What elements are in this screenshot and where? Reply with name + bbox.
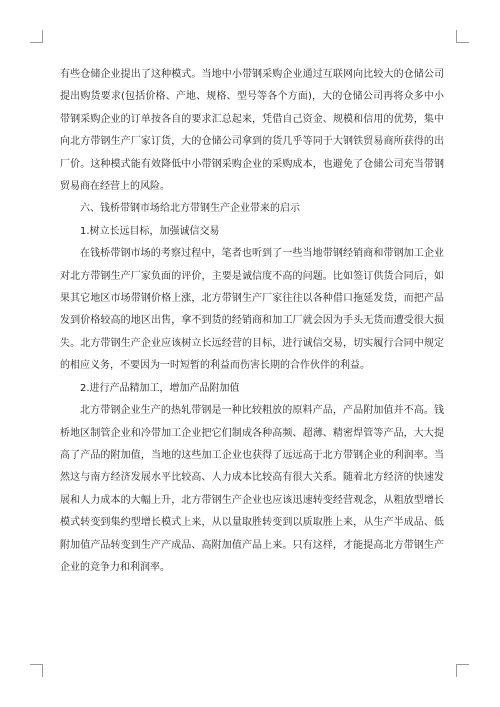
crop-mark-top-right (456, 30, 469, 43)
crop-mark-top-left (30, 30, 43, 43)
paragraph-integrity: 在钱桥带钢市场的考察过程中，笔者也听到了一些当地带钢经销商和带钢加工企业对北方带钢生产厂家负面的评价，主要是诚信度不高的问题。比如签订供货合同后，如果其它地区市场带钢价格上涨，北方带钢生产厂家往往以各种借口拖延发货，而把产品发到价格较高的地区出售，拿不到货的经销商和加工厂就会因为手头无货而遭受很大损失。北方带钢生产企业应该树立长远经营的目标，进行诚信交易，切实履行合同中规定的相应义务，不要因为一时短暂的利益而伤害长期的合作伙伴的利益。 (60, 248, 444, 372)
subheading-one: 1.树立长远目标，加强诚信交易 (80, 225, 220, 237)
paragraph-continued: 有些仓储企业提出了这种模式。当地中小带钢采购企业通过互联网向比较大的仓储公司提出购货要求(包括价格、产地、规格、型号等各个方面)，大的仓储公司再将众多中小带钢采购企业的订单按各自的要求汇总起来，凭借自己资金、规模和信用的优势，集中向北方带钢生产厂家订货，大的仓储公司拿到的货几乎等同于大钢铁贸易商所获得的出厂价。这种模式能有效降低中小带钢采购企业的采购成本，也避免了仓储公司充当带钢贸易商在经营上的风险。 (60, 69, 444, 193)
paragraph-value-added: 北方带钢企业生产的热轧带钢是一种比较粗放的原料产品，产品附加值并不高。钱桥地区制管企业和冷带加工企业把它们制成各种高频、超薄、精密焊管等产品，大大提高了产品的附加值，当地的这些加工企业也获得了远远高于北方带钢企业的利润率。当然这与南方经济发展水平比较高、人力成本比较高有很大关系。随着北方经济的快速发展和人力成本的大幅上升，北方带钢生产企业也应该迅速转变经营观念，从粗放型增长模式转变到集约型增长模式上来，从以量取胜转变到以质取胜上来，从生产半成品、低附加值产品转变到生产产成品、高附加值产品上来。只有这样，才能提高北方带钢生产企业的竞争力和利润率。 (60, 405, 444, 573)
document-body (60, 64, 444, 579)
crop-mark-bottom-right (456, 664, 469, 677)
crop-mark-bottom-left (30, 664, 43, 677)
section-heading-six: 六、钱桥带钢市场给北方带钢生产企业带来的启示 (80, 203, 300, 215)
subheading-two: 2.进行产品精加工，增加产品附加值 (80, 382, 240, 394)
